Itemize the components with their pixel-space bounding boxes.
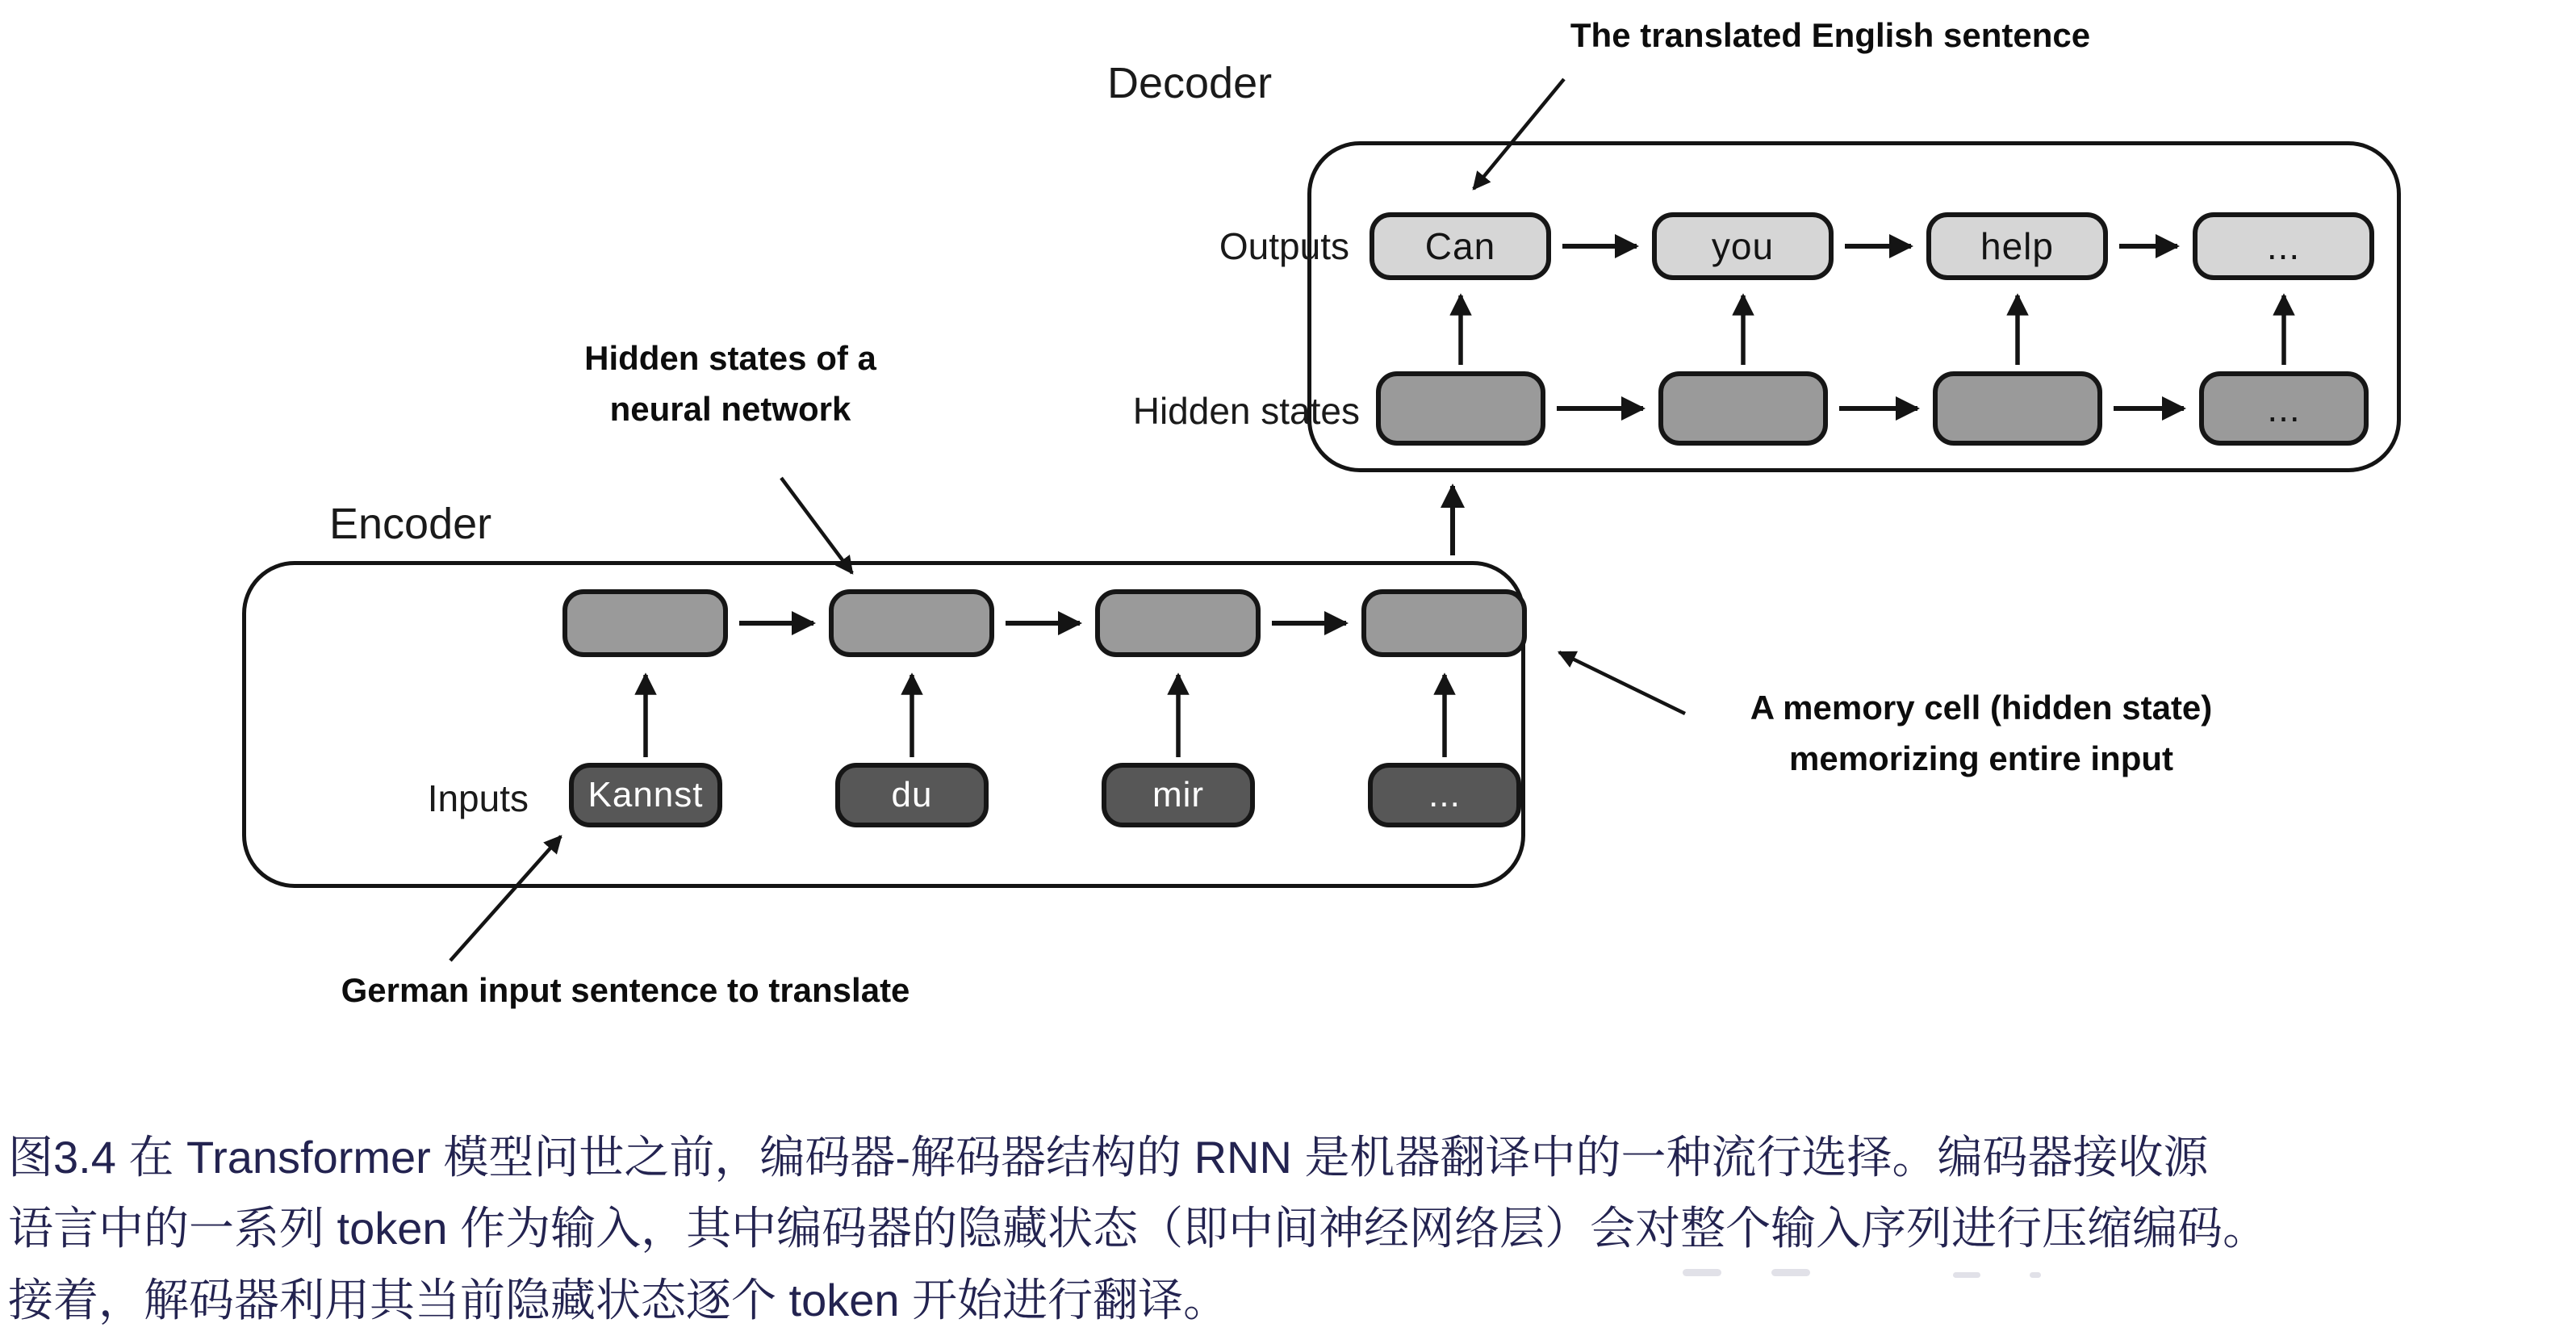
encoder-input-box: ... — [1368, 763, 1521, 827]
decoder-output-box: Can — [1370, 212, 1551, 280]
annotation-memory-cell — [1695, 682, 2268, 784]
annotation-translated-sentence: The translated English sentence — [1570, 16, 2091, 54]
encoder-input-box: mir — [1102, 763, 1255, 827]
caption-line: 语言中的一系列 token 作为输入，其中编码器的隐藏状态（即中间神经网络层）会对整个输入序列进行压缩编码。 — [8, 1203, 2269, 1254]
encoder-label: Encoder — [329, 500, 492, 548]
annotation-memory-cell-line2: memorizing entire input — [1788, 739, 2174, 777]
decoder-outputs-label: Outputs — [1219, 225, 1349, 267]
annotation-hidden-states-line2: neural network — [609, 390, 851, 428]
encoder-hidden-box — [829, 589, 994, 657]
encoder-inputs-label: Inputs — [427, 777, 529, 819]
annotation-hidden-states — [484, 333, 976, 434]
annotation-memory-cell-line1: A memory cell (hidden state) — [1750, 689, 2213, 727]
encoder-hidden-box — [1361, 589, 1527, 657]
caption-line: 接着，解码器利用其当前隐藏状态逐个 token 开始进行翻译。 — [8, 1274, 1229, 1325]
annotation-hidden-states-line1: Hidden states of a — [584, 339, 876, 377]
decoder-output-box: you — [1652, 212, 1834, 280]
decoder-hidden-box — [1376, 371, 1545, 446]
annotation-german-input: German input sentence to translate — [341, 971, 910, 1009]
encoder-hidden-box — [1095, 589, 1261, 657]
decoder-output-box: help — [1926, 212, 2108, 280]
figure-caption — [8, 1122, 2574, 1336]
arrow-annotation-memory-cell — [1559, 652, 1685, 714]
decoder-label: Decoder — [1107, 59, 1273, 107]
decoder-output-box: ... — [2193, 212, 2374, 280]
encoder-input-box: Kannst — [569, 763, 722, 827]
caption-line: 图3.4 在 Transformer 模型问世之前，编码器-解码器结构的 RNN 是机器翻译中的一种流行选择。编码器接收源 — [8, 1132, 2209, 1183]
encoder-hidden-box — [562, 589, 728, 657]
decoder-hidden-box — [1933, 371, 2102, 446]
arrow-annotation-hidden-states — [781, 478, 852, 573]
decoder-hidden-box — [1658, 371, 1828, 446]
decoder-hidden-label: Hidden states — [1132, 390, 1360, 432]
encoder-input-box: du — [835, 763, 989, 827]
decoder-hidden-box: ... — [2199, 371, 2369, 446]
